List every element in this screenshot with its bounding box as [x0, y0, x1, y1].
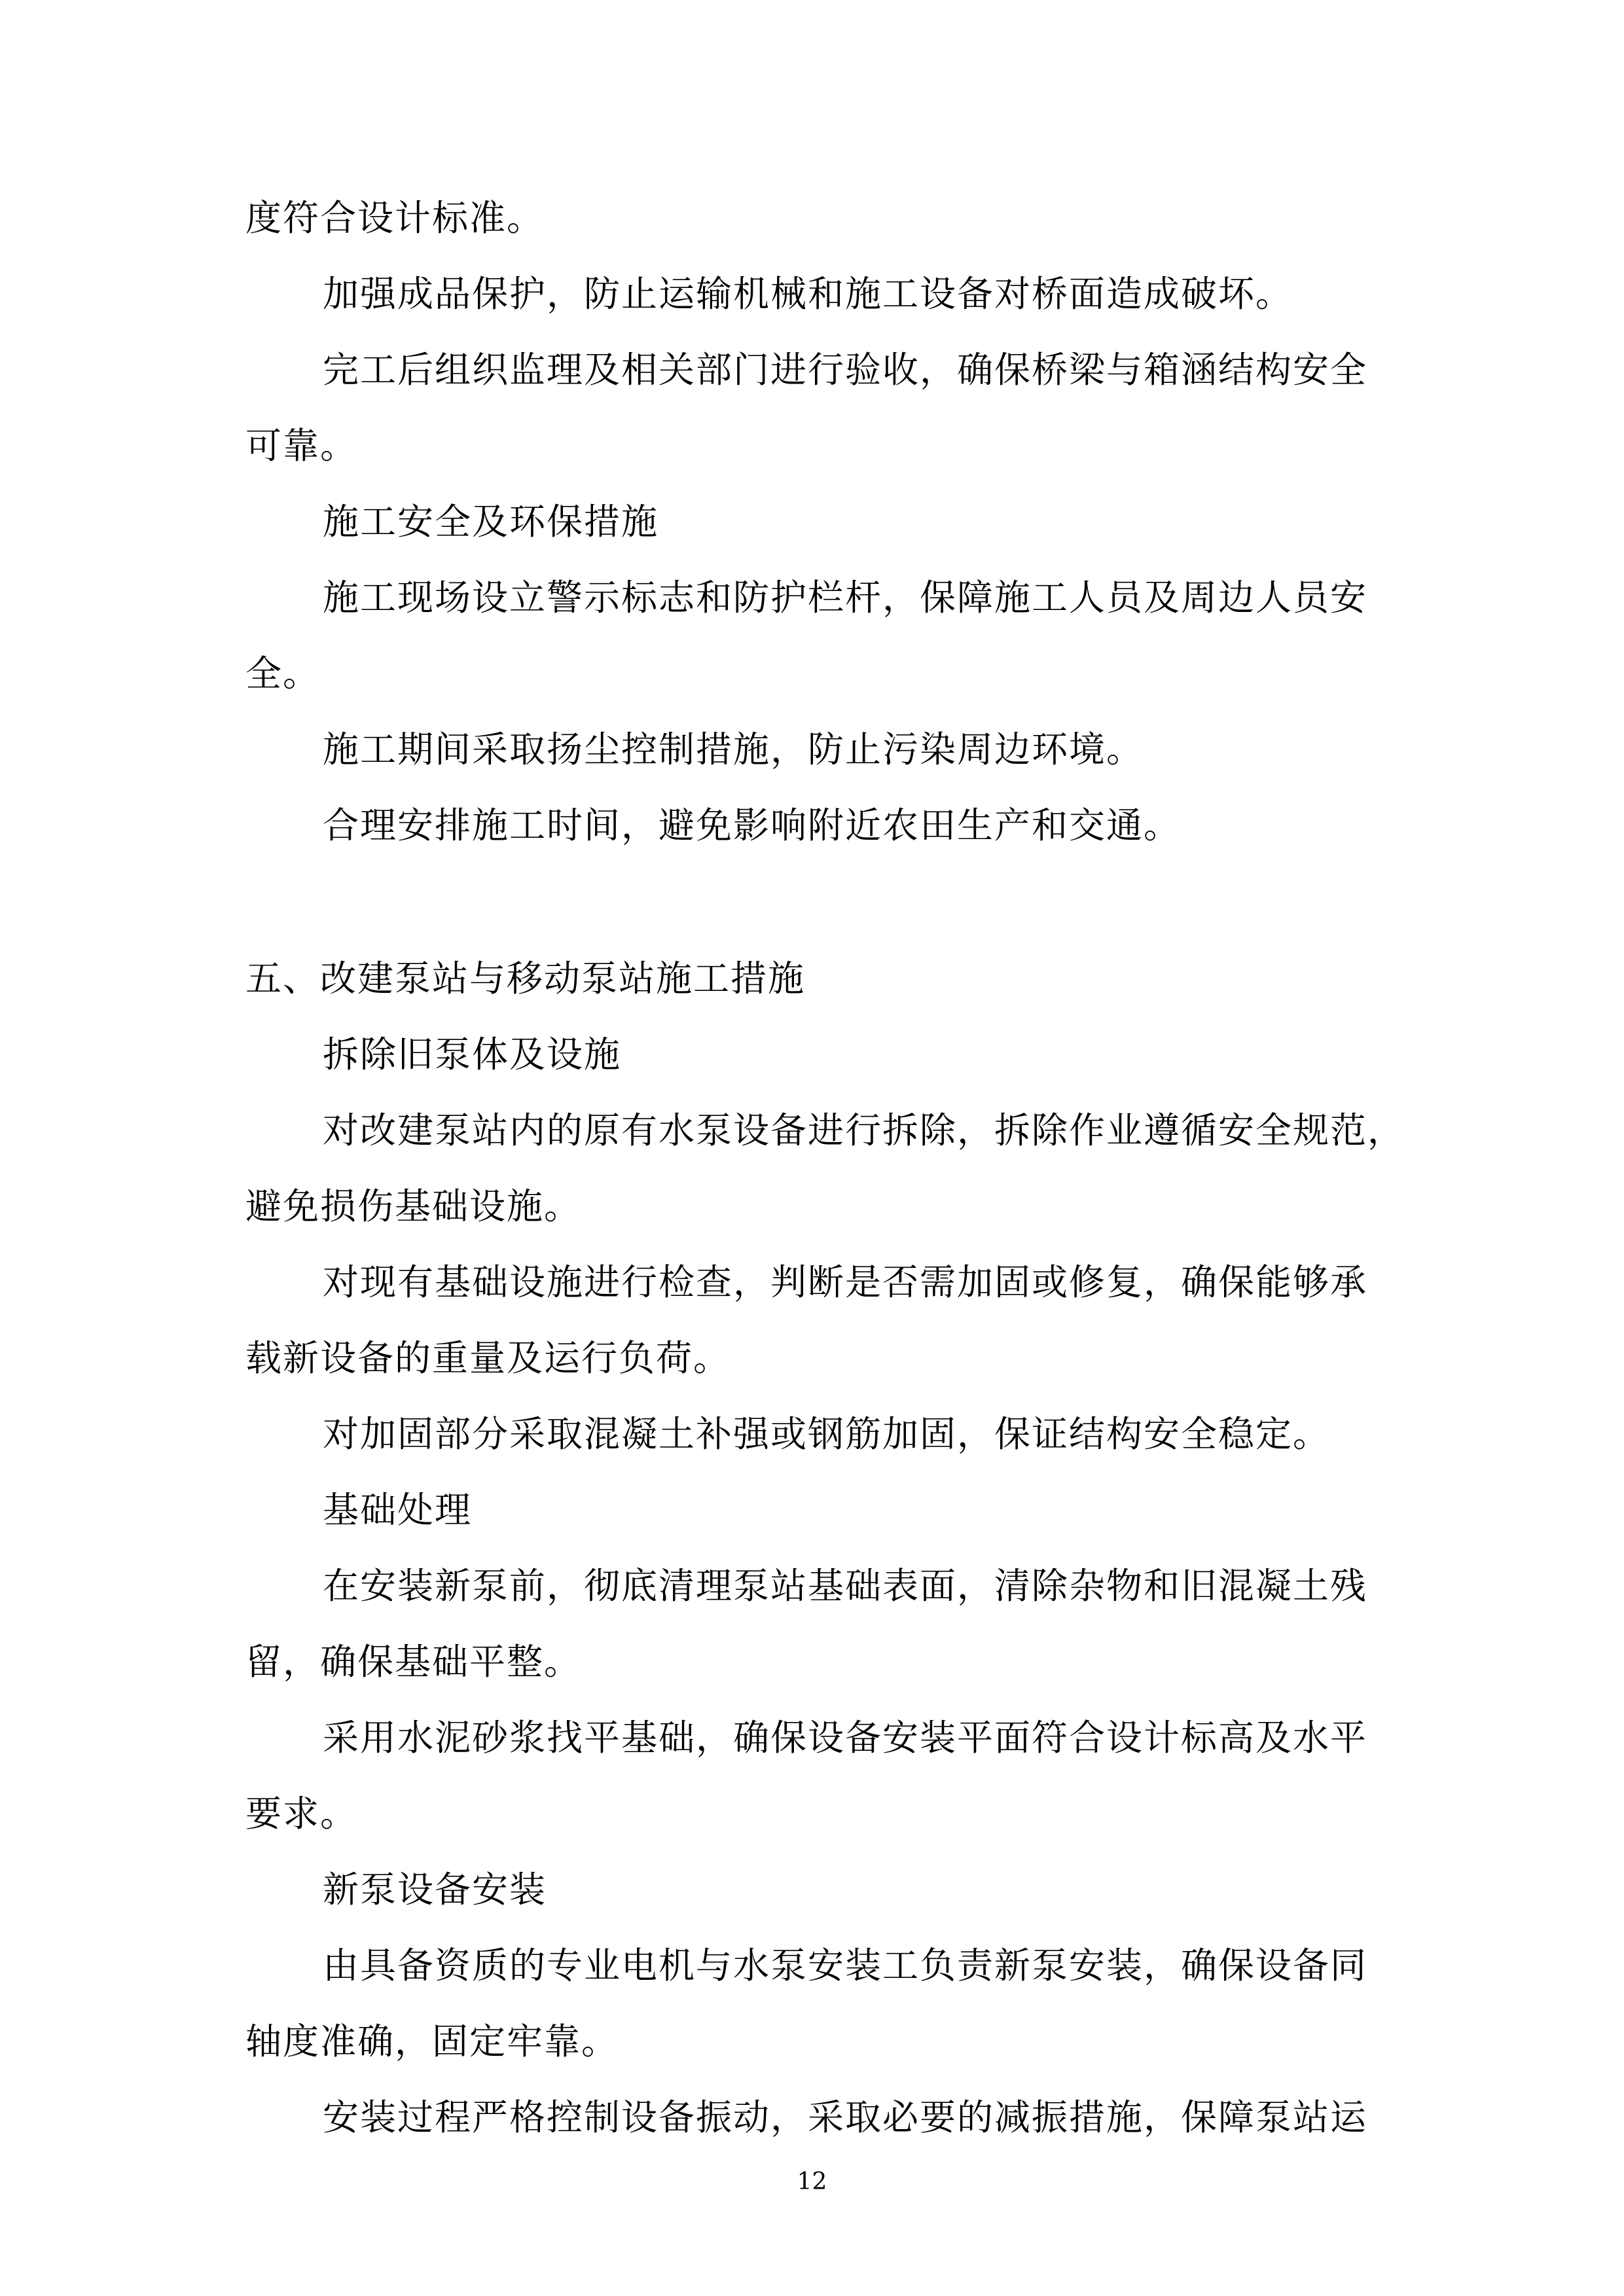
paragraph-continuation: 可靠。: [245, 425, 358, 467]
paragraph: 施工现场设立警示标志和防护栏杆，保障施工人员及周边人员安: [323, 577, 1368, 619]
paragraph: 在安装新泵前，彻底清理泵站基础表面，清除杂物和旧混凝土残: [323, 1565, 1368, 1607]
subsection-heading: 拆除旧泵体及设施: [323, 1033, 622, 1075]
page-number: 12: [797, 2168, 827, 2195]
paragraph-continuation: 轴度准确，固定牢靠。: [245, 2020, 619, 2062]
paragraph: 采用水泥砂浆找平基础，确保设备安装平面符合设计标高及水平: [323, 1717, 1368, 1759]
paragraph: 施工期间采取扬尘控制措施，防止污染周边环境。: [323, 728, 1144, 770]
paragraph: 完工后组织监理及相关部门进行验收，确保桥梁与箱涵结构安全: [323, 349, 1368, 391]
subsection-heading: 新泵设备安装: [323, 1869, 547, 1910]
paragraph-continuation: 全。: [245, 653, 321, 694]
paragraph: 对加固部分采取混凝土补强或钢筋加固，保证结构安全稳定。: [323, 1413, 1331, 1455]
paragraph-continuation: 要求。: [245, 1793, 358, 1835]
paragraph: 加强成品保护，防止运输机械和施工设备对桥面造成破坏。: [323, 273, 1293, 315]
paragraph: 由具备资质的专业电机与水泵安装工负责新泵安装，确保设备同: [323, 1945, 1368, 1986]
section-heading: 五、改建泵站与移动泵站施工措施: [245, 958, 806, 999]
paragraph: 对现有基础设施进行检查，判断是否需加固或修复，确保能够承: [323, 1261, 1368, 1303]
paragraph: 合理安排施工时间，避免影响附近农田生产和交通。: [323, 804, 1182, 846]
section-spacer: [245, 863, 1381, 941]
body-text: [245, 180, 1405, 2155]
paragraph: 安装过程严格控制设备振动，采取必要的减振措施，保障泵站运: [323, 2096, 1368, 2138]
paragraph-continuation: 避免损伤基础设施。: [245, 1185, 582, 1227]
paragraph-continuation: 度符合设计标准。: [245, 197, 545, 239]
paragraph-continuation: 载新设备的重量及运行负荷。: [245, 1337, 731, 1379]
paragraph-continuation: 留，确保基础平整。: [245, 1641, 582, 1683]
subsection-heading: 基础处理: [323, 1489, 473, 1531]
paragraph: 对改建泵站内的原有水泵设备进行拆除，拆除作业遵循安全规范，: [323, 1109, 1405, 1151]
subsection-heading: 施工安全及环保措施: [323, 501, 659, 543]
